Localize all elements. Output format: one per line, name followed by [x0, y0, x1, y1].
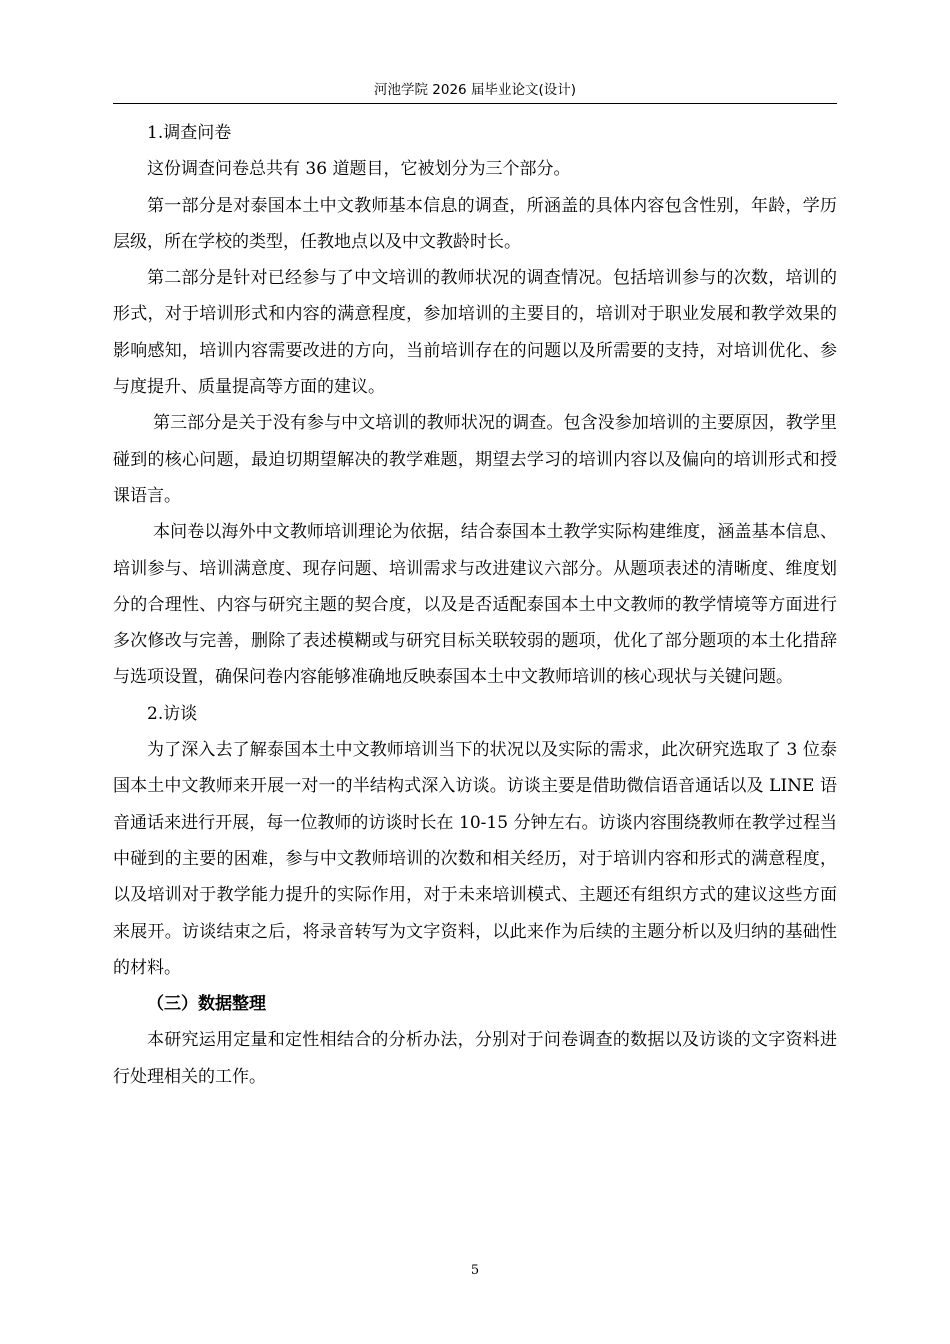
paragraph-part-one: 第一部分是对泰国本土中文教师基本信息的调查，所涵盖的具体内容包含性别，年龄，学历层级，所在学校的类型，任教地点以及中文教龄时长。 [113, 195, 837, 252]
paragraph-data-processing: 本研究运用定量和定性相结合的分析办法，分别对于问卷调查的数据以及访谈的文字资料进行处理相关的工作。 [113, 1030, 837, 1087]
paragraph-questionnaire-design: 本问卷以海外中文教师培训理论为依据，结合泰国本土教学实际构建维度，涵盖基本信息、培训参与、培训满意度、现存问题、培训需求与改进建议六部分。从题项表述的清晰度、维度划分的合理性、内容与研究主题的契合度，以及是否适配泰国本土中文教师的教学情境等方面进行多次修改与完善，删除了表述模糊或与研究目标关联较弱的题项，优化了部分题项的本土化措辞与选项设置，确保问卷内容能够准确地反映泰国本土中文教师培训的核心现状与关键问题。 [113, 522, 837, 688]
section-heading-interview: 2.访谈 [147, 703, 198, 724]
paragraph-part-three: 第三部分是关于没有参与中文培训的教师状况的调查。包含没参加培训的主要原因，教学里碰到的核心问题，最迫切期望解决的教学难题，期望去学习的培训内容以及偏向的培训形式和授课语言。 [113, 413, 837, 506]
paragraph-intro: 这份调查问卷总共有 36 道题目，它被划分为三个部分。 [147, 159, 571, 180]
header-rule [113, 103, 837, 104]
page-number: 5 [470, 1263, 480, 1278]
section-heading-questionnaire: 1.调查问卷 [147, 123, 232, 143]
document-body [113, 115, 837, 1095]
section-heading-data-processing: （三）数据整理 [147, 994, 266, 1015]
page-header: 河池学院 2026 届毕业论文(设计) [374, 82, 576, 98]
paragraph-part-two: 第二部分是针对已经参与了中文培训的教师状况的调查情况。包括培训参与的次数，培训的形式，对于培训形式和内容的满意程度，参加培训的主要目的，培训对于职业发展和教学效果的影响感知，培训内容需要改进的方向，当前培训存在的问题以及所需要的支持，对培训优化、参与度提升、质量提高等方面的建议。 [113, 268, 837, 398]
paragraph-interview: 为了深入去了解泰国本土中文教师培训当下的状况以及实际的需求，此次研究选取了 3 位泰国本土中文教师来开展一对一的半结构式深入访谈。访谈主要是借助微信语音通话以及 LINE 语音通话来进行开展，每一位教师的访谈时长在 10-15 分钟左右。访谈内容围绕教师在教学过程当中碰到的主要的困难，参与中文教师培训的次数和相关经历，对于培训内容和形式的满意程度，以及培训对于教学能力提升的实际作用，对于未来培训模式、主题还有组织方式的建议这些方面来展开。访谈结束之后，将录音转写为文字资料，以此来作为后续的主题分析以及归纳的基础性的材料。 [113, 740, 837, 978]
